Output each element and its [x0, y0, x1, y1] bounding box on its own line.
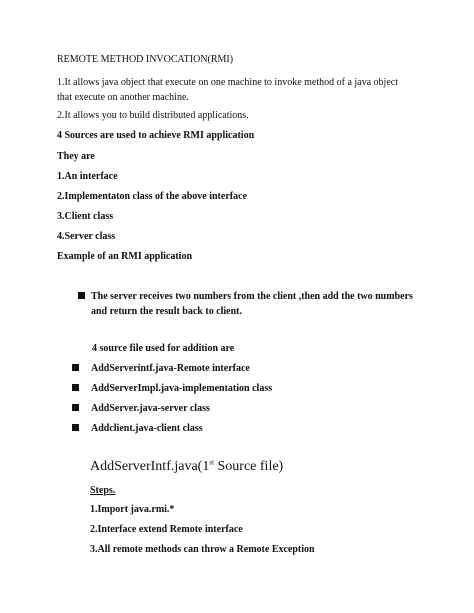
square-bullet-icon	[78, 292, 85, 299]
document-heading: REMOTE METHOD INVOCATION(RMI)	[57, 54, 234, 65]
file-item-4	[72, 421, 203, 436]
example-title: Example of an RMI application	[57, 251, 193, 262]
square-bullet-icon	[72, 384, 79, 391]
section-title-superscript: st	[209, 458, 215, 467]
file-item-3	[72, 401, 210, 416]
file-item-text: Addclient.java-client class	[91, 423, 203, 434]
section-title-tail: Source file)	[214, 459, 284, 474]
sources-intro: 4 Sources are used to achieve RMI application	[57, 130, 255, 141]
file-item-text: AddServer.java-server class	[91, 403, 210, 414]
square-bullet-icon	[72, 404, 79, 411]
example-bullet	[78, 289, 418, 319]
file-item-1	[72, 361, 250, 376]
paragraph-1: 1.It allows java object that execute on one machine to invoke method of a java object that execute on another machine.	[57, 77, 398, 103]
square-bullet-icon	[72, 364, 79, 371]
example-bullet-text: The server receives two numbers from the client ,then add the two numbers and return the result back to client.	[91, 291, 413, 317]
steps-label: Steps.	[90, 485, 116, 496]
file-item-text: AddServerImpl.java-implementation class	[91, 383, 273, 394]
source-item-4: 4.Server class	[57, 231, 116, 242]
step-3: 3.All remote methods can throw a Remote Exception	[90, 544, 315, 555]
source-files-intro: 4 source file used for addition are	[92, 343, 235, 354]
step-2: 2.Interface extend Remote interface	[90, 524, 243, 535]
paragraph-2: 2.It allows you to build distributed applications.	[57, 110, 249, 121]
square-bullet-icon	[72, 424, 79, 431]
file-item-2	[72, 381, 272, 396]
step-1: 1.Import java.rmi.*	[90, 504, 175, 515]
source-item-2: 2.Implementaton class of the above interface	[57, 191, 247, 202]
source-item-1: 1.An interface	[57, 171, 118, 182]
source-item-3: 3.Client class	[57, 211, 114, 222]
section-title-main: AddServerIntf.java(1	[90, 459, 210, 474]
section-title	[90, 458, 283, 476]
file-item-text: AddServerintf.java-Remote interface	[91, 363, 250, 374]
they-are-label: They are	[57, 151, 95, 162]
